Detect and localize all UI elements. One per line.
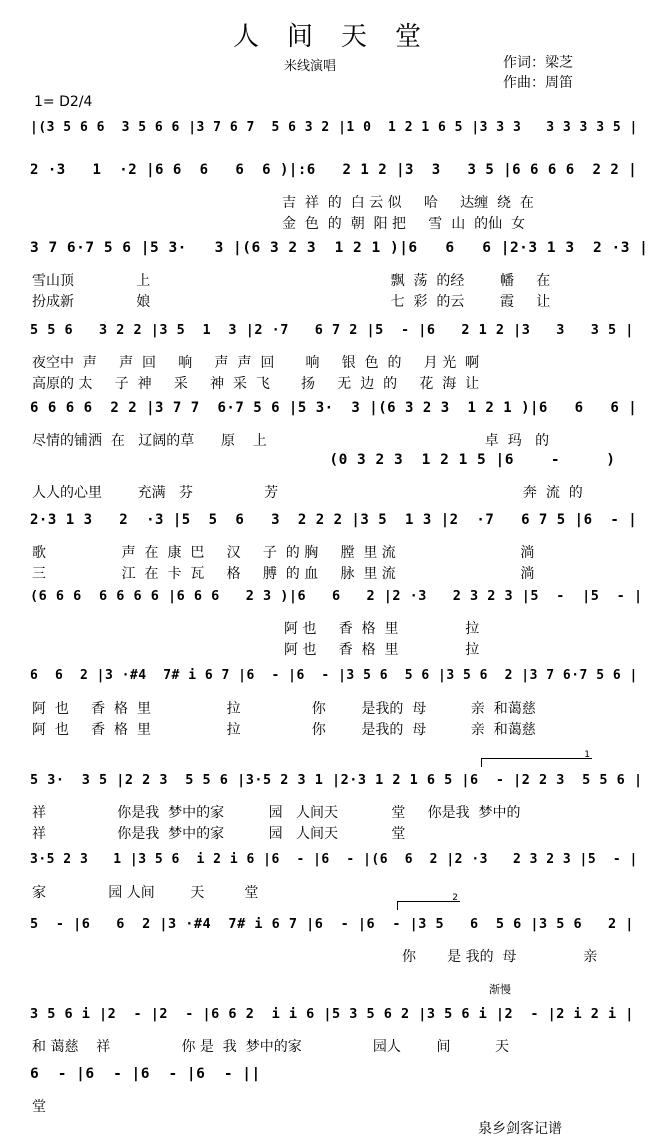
lyric-line: 夜空中 声 声 回 响 声 声 回 响 银 色 的 月 光 啊: [32, 355, 480, 371]
lyric-line: 金 色 的 朝 阳 把 雪 山 的仙 女: [282, 216, 526, 232]
lyric-line: 扮成新 娘 七 彩 的云 霞 让: [32, 294, 551, 310]
transcriber-credit: 泉乡剑客记谱: [478, 1121, 562, 1137]
lyric-line: 尽情的铺洒 在 辽阔的草 原 上 卓 玛 的: [32, 433, 550, 449]
notation-row: 5 5 6 3 2 2 |3 5 1 3 |2 ·7 6 7 2 |5 - |6 2 1 2 |3 3 3 5 |: [30, 322, 634, 338]
lyric-line: 家 园 人间 天 堂: [32, 885, 259, 901]
volta-1: 1: [481, 758, 592, 767]
lyric-line: 人人的心里 充满 芬 芳 奔 流 的: [32, 485, 583, 501]
lyric-line: 和 蔼慈 祥 你 是 我 梦中的家 园人 间 天: [32, 1039, 510, 1055]
lyric-line: 雪山顶 上 飘 荡 的经 幡 在: [32, 273, 551, 289]
notation-row: 3 5 6 i |2 - |2 - |6 6 2 i i 6 |5 3 5 6 2 |3 5 6 i |2 - |2 i 2 i |: [30, 1006, 634, 1022]
song-title: 人间天堂: [232, 22, 449, 52]
lyric-line: 阿 也 香 格 里 拉 你 是我的 母 亲 和蔼慈: [32, 722, 536, 738]
notation-row: 6 - |6 - |6 - |6 - ||: [30, 1066, 261, 1082]
notation-row: 5 3· 3 5 |2 2 3 5 5 6 |3·5 2 3 1 |2·3 1 2 1 6 5 |6 - |2 2 3 5 5 6 |: [30, 772, 643, 788]
notation-row: |(3 5 6 6 3 5 6 6 |3 7 6 7 5 6 3 2 |1 0 1 2 1 6 5 |3 3 3 3 3 3 3 5 |: [30, 120, 638, 135]
lyric-line: 高原的 太 子 神 采 神 采 飞 扬 无 边 的 花 海 让: [32, 376, 480, 392]
tempo-marking: 渐慢: [489, 983, 511, 996]
lyricist-label: 作词：梁芝: [503, 55, 573, 71]
singer-label: 米线演唱: [284, 59, 337, 74]
lyric-line: 阿 也 香 格 里 拉: [284, 642, 480, 658]
notation-row: 3 7 6·7 5 6 |5 3· 3 |(6 3 2 3 1 2 1 )|6 6 6 |2·3 1 3 2 ·3 |: [30, 240, 649, 256]
lyric-line: 堂: [32, 1099, 46, 1115]
lyric-line: 祥 你是我 梦中的家 园 人间天 堂: [32, 826, 406, 842]
notation-row: 3·5 2 3 1 |3 5 6 i 2 i 6 |6 - |6 - |(6 6 2 |2 ·3 2 3 2 3 |5 - |: [30, 852, 638, 867]
notation-row: 2 ·3 1 ·2 |6 6 6 6 6 )|:6 2 1 2 |3 3 3 5 |6 6 6 6 2 2 |: [30, 162, 638, 178]
lyric-line: 阿 也 香 格 里 拉 你 是我的 母 亲 和蔼慈: [32, 701, 536, 717]
lyric-line: 祥 你是我 梦中的家 园 人间天 堂 你是我 梦中的: [32, 805, 521, 821]
notation-row: 5 - |6 6 2 |3 ·#4 7# i 6 7 |6 - |6 - |3 5 6 5 6 |3 5 6 2 |: [30, 916, 634, 932]
lyric-line: 歌 声 在 康 巴 汉 子 的 胸 膛 里 流 淌: [32, 545, 535, 561]
lyric-line: 阿 也 香 格 里 拉: [284, 621, 480, 637]
notation-row: 2·3 1 3 2 ·3 |5 5 6 3 2 2 2 |3 5 1 3 |2 ·7 6 7 5 |6 - |: [30, 512, 638, 528]
lyric-line: 吉 祥 的 白 云 似 哈 达缠 绕 在: [282, 195, 534, 211]
composer-label: 作曲：周笛: [503, 75, 573, 91]
notation-row: (0 3 2 3 1 2 1 5 |6 - ): [34, 452, 616, 468]
key-signature: 1= D2/4: [34, 94, 93, 110]
volta-2: 2: [397, 901, 460, 910]
lyric-line: 你 是 我的 母 亲: [402, 949, 598, 965]
lyric-line: 三 江 在 卡 瓦 格 膊 的 血 脉 里 流 淌: [32, 566, 535, 582]
notation-row: 6 6 2 |3 ·#4 7# i 6 7 |6 - |6 - |3 5 6 5 6 |3 5 6 2 |3 7 6·7 5 6 |: [30, 668, 638, 683]
notation-row: (6 6 6 6 6 6 6 |6 6 6 2 3 )|6 6 2 |2 ·3 2 3 2 3 |5 - |5 - |: [30, 588, 643, 604]
notation-row: 6 6 6 6 2 2 |3 7 7 6·7 5 6 |5 3· 3 |(6 3 2 3 1 2 1 )|6 6 6 |: [30, 400, 638, 416]
